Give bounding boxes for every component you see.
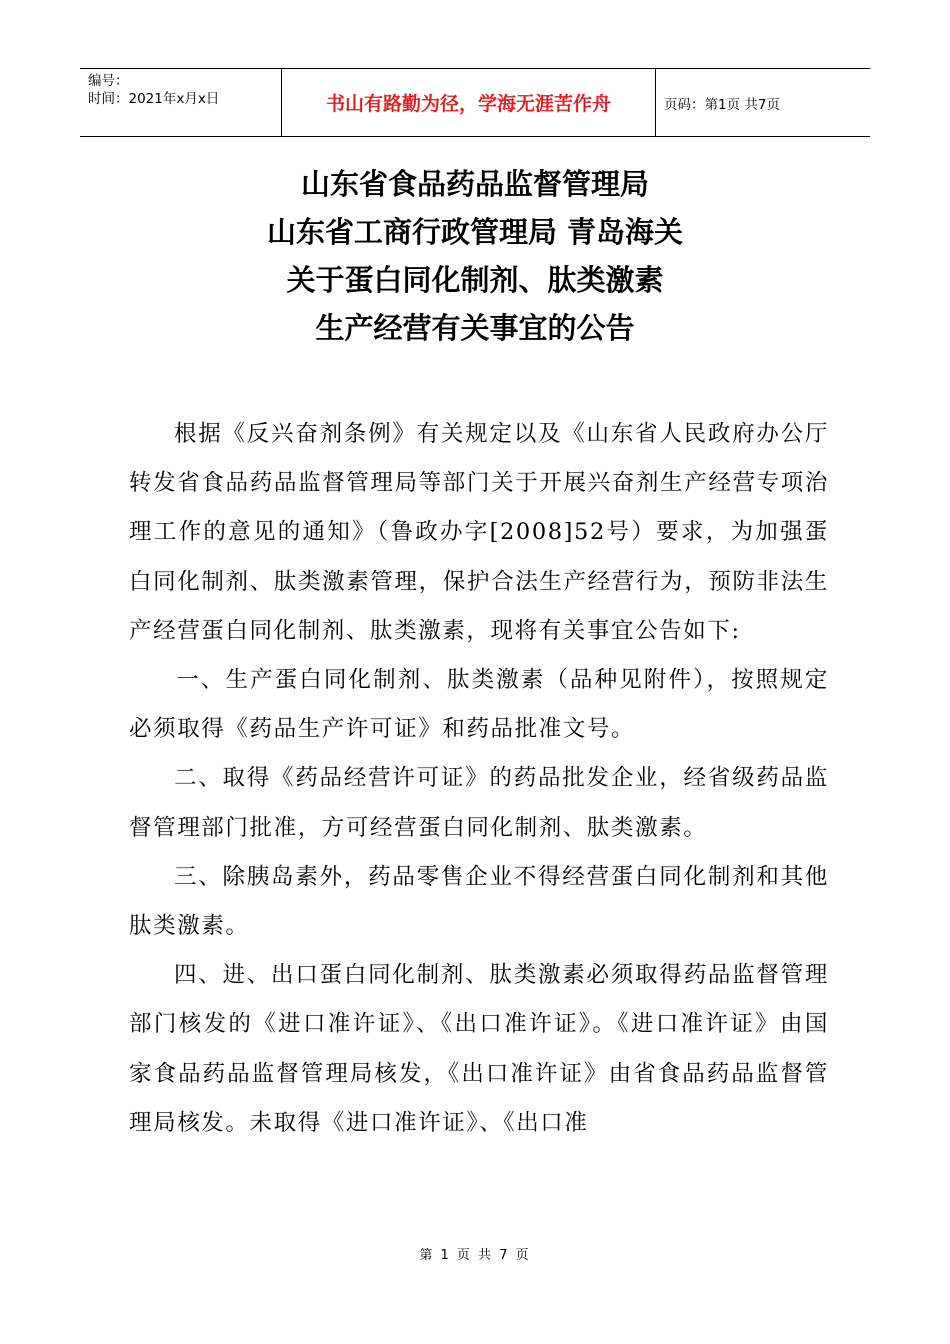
title-line-1: 山东省食品药品监督管理局 bbox=[300, 167, 649, 201]
document-time-label: 时间：2021年x月x日 bbox=[88, 91, 220, 107]
header-page-info: 页码：第1页 共7页 bbox=[664, 96, 780, 113]
paragraph-item-3: 三、除胰岛素外，药品零售企业不得经营蛋白同化制剂和其他肽类激素。 bbox=[129, 863, 829, 940]
page-footer: 第 1 页 共 7 页 bbox=[419, 1248, 531, 1263]
title-line-4: 生产经营有关事宜的公告 bbox=[315, 311, 635, 345]
paragraph-intro: 根据《反兴奋剂条例》有关规定以及《山东省人民政府办公厅转发省食品药品监督管理局等部门关于开展兴奋剂生产经营专项治理工作的意见的通知》（鲁政办字[2008]52号）要求，为加强蛋白同化制剂、肽类激素管理，保护合法生产经营行为，预防非法生产经营蛋白同化制剂、肽类激素，现将有关事宜公告如下: bbox=[129, 421, 829, 644]
paragraph-item-4: 四、进、出口蛋白同化制剂、肽类激素必须取得药品监督管理部门核发的《进口准许证》、《出口准许证》。《进口准许证》由国家食品药品监督管理局核发，《出口准许证》由省食品药品监督管理局核发。未取得《进口准许证》、《出口准 bbox=[129, 962, 829, 1136]
paragraph-item-1: 一、生产蛋白同化制剂、肽类激素（品种见附件），按照规定必须取得《药品生产许可证》和药品批准文号。 bbox=[129, 667, 829, 743]
header-motto: 书山有路勤为径，学海无涯苦作舟 bbox=[282, 69, 656, 136]
document-body bbox=[129, 410, 829, 1148]
header-meta bbox=[80, 69, 282, 136]
document-title bbox=[0, 160, 950, 352]
title-line-2: 山东省工商行政管理局 青岛海关 bbox=[266, 215, 684, 249]
document-header bbox=[80, 68, 870, 137]
paragraph-item-2: 二、取得《药品经营许可证》的药品批发企业，经省级药品监督管理部门批准，方可经营蛋白同化制剂、肽类激素。 bbox=[129, 765, 829, 841]
title-line-3: 关于蛋白同化制剂、肽类激素 bbox=[286, 263, 664, 297]
document-number-label: 编号： bbox=[88, 73, 129, 89]
